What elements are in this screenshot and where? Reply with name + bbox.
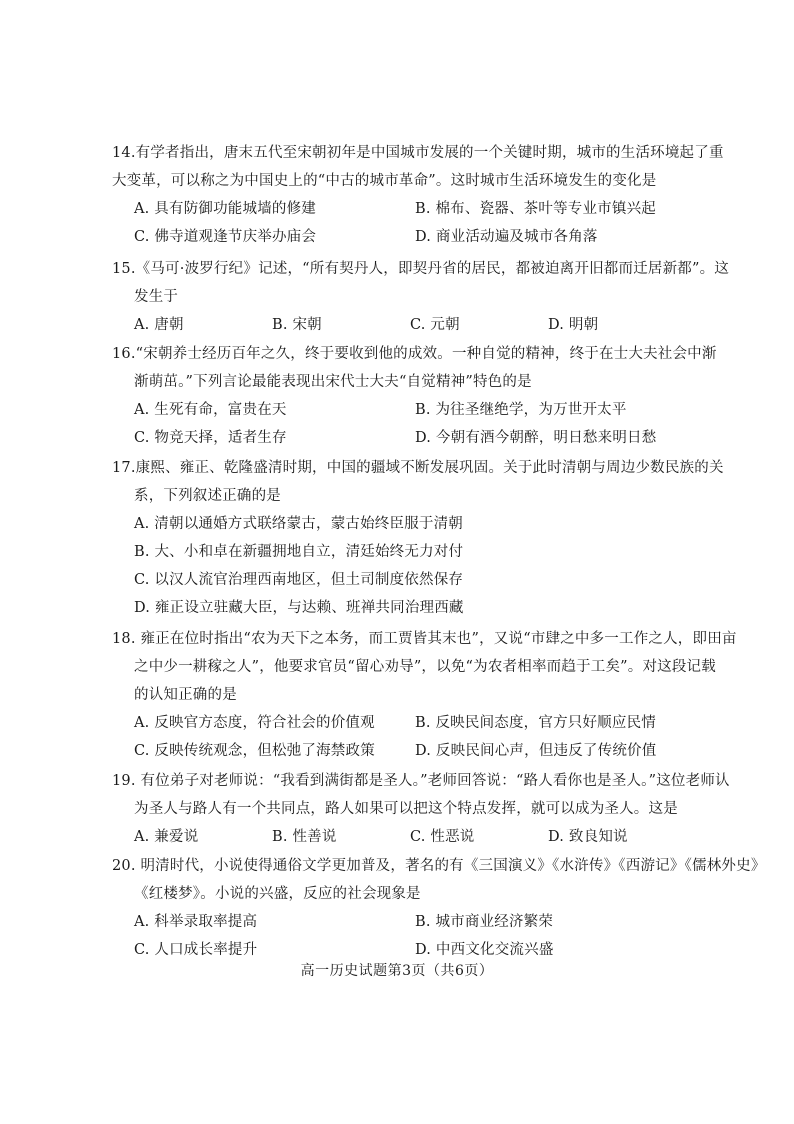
- option-c: C. 元朝: [410, 317, 460, 333]
- options-row: [112, 195, 687, 223]
- option-d: D. 致良知说: [548, 829, 628, 845]
- option-b: B. 反映民间态度，官方只好顺应民情: [415, 715, 656, 731]
- question-14: [112, 139, 724, 251]
- option-a: A. 唐朝: [134, 317, 184, 333]
- question-20: [112, 852, 766, 964]
- options-row: [112, 709, 687, 737]
- options-row: [112, 223, 687, 251]
- option-d: D. 明朝: [548, 317, 599, 333]
- question-19: [112, 767, 730, 851]
- option-b: B. 性善说: [272, 829, 337, 845]
- option-b: B. 城市商业经济繁荣: [415, 914, 554, 930]
- page-footer: 高一历史试题第3页（共6页）: [300, 963, 494, 979]
- options-row: [112, 396, 687, 424]
- option-b: B. 棉布、瓷器、茶叶等专业市镇兴起: [415, 201, 656, 217]
- question-stem-line: 19. 有位弟子对老师说：“我看到满街都是圣人。”老师回答说：“路人看你也是圣人。”这位老师认: [112, 773, 730, 789]
- option-a: A. 兼爱说: [134, 829, 199, 845]
- option-d: D. 今朝有酒今朝醉，明日愁来明日愁: [415, 430, 657, 446]
- option-d: D. 雍正设立驻藏大臣，与达赖、班禅共同治理西藏: [134, 600, 464, 616]
- option-b: B. 大、小和卓在新疆拥地自立，清廷始终无力对付: [134, 544, 464, 560]
- option-c: C. 性恶说: [410, 829, 475, 845]
- question-stem-line: 渐萌茁。”下列言论最能表现出宋代士大夫“自觉精神”特色的是: [134, 374, 532, 390]
- options-row: [112, 311, 687, 339]
- option-c: C. 佛寺道观逢节庆举办庙会: [134, 229, 317, 245]
- option-c: C. 人口成长率提升: [134, 942, 258, 958]
- question-17: [112, 454, 724, 622]
- option-d: D. 商业活动遍及城市各角落: [415, 229, 598, 245]
- options-row: [112, 737, 687, 765]
- option-d: D. 反映民间心声，但违反了传统价值: [415, 743, 657, 759]
- question-stem-line: 15.《马可·波罗行纪》记述，“所有契丹人，即契丹省的居民，都被迫离开旧都而迁居新都”。这: [112, 261, 729, 277]
- question-stem-line: 发生于: [134, 289, 179, 305]
- question-stem-line: 18. 雍正在位时指出“农为天下之本务，而工贾皆其末也”，又说“市肆之中多一工作之人，即田亩: [112, 631, 737, 647]
- question-stem-line: 14.有学者指出，唐末五代至宋朝初年是中国城市发展的一个关键时期，城市的生活环境起了重: [112, 145, 724, 161]
- question-15: [112, 255, 729, 339]
- option-c: C. 反映传统观念，但松弛了海禁政策: [134, 743, 375, 759]
- option-a: A. 清朝以通婚方式联络蒙古，蒙古始终臣服于清朝: [134, 516, 463, 532]
- question-stem-line: 之中少一耕稼之人”，他要求官员“留心劝导”，以免“为农者相率而趋于工矣”。对这段记载: [134, 659, 716, 675]
- option-a: A. 反映官方态度，符合社会的价值观: [134, 715, 375, 731]
- question-stem-line: 的认知正确的是: [134, 687, 237, 703]
- question-stem-line: 大变革，可以称之为中国史上的“中古的城市革命”。这时城市生活环境发生的变化是: [112, 173, 657, 189]
- option-a: A. 具有防御功能城墙的修建: [134, 201, 316, 217]
- options-row: [112, 823, 687, 851]
- option-a: A. 科举录取率提高: [134, 914, 258, 930]
- option-a: A. 生死有命，富贵在天: [134, 402, 287, 418]
- options-column: [112, 510, 687, 622]
- question-stem-line: 《红楼梦》。小说的兴盛，反应的社会现象是: [134, 886, 421, 902]
- question-stem-line: 为圣人与路人有一个共同点，路人如果可以把这个特点发挥，就可以成为圣人。这是: [134, 801, 678, 817]
- options-row: [112, 908, 687, 936]
- option-d: D. 中西文化交流兴盛: [415, 942, 554, 958]
- question-stem-line: 16.“宋朝养士经历百年之久，终于要收到他的成效。一种自觉的精神，终于在士大夫社会中渐: [112, 346, 717, 362]
- question-stem-line: 17.康熙、雍正、乾隆盛清时期，中国的疆域不断发展巩固。关于此时清朝与周边少数民族的关: [112, 460, 724, 476]
- option-b: B. 宋朝: [272, 317, 322, 333]
- question-stem-line: 系，下列叙述正确的是: [134, 488, 281, 504]
- option-c: C. 以汉人流官治理西南地区，但土司制度依然保存: [134, 572, 464, 588]
- question-16: [112, 340, 717, 452]
- question-stem-line: 20. 明清时代，小说使得通俗文学更加普及，著名的有《三国演义》《水浒传》《西游记》《儒林外史》: [112, 858, 766, 874]
- option-c: C. 物竞天择，适者生存: [134, 430, 287, 446]
- options-row: [112, 424, 687, 452]
- question-18: [112, 625, 737, 765]
- option-b: B. 为往圣继绝学，为万世开太平: [415, 402, 627, 418]
